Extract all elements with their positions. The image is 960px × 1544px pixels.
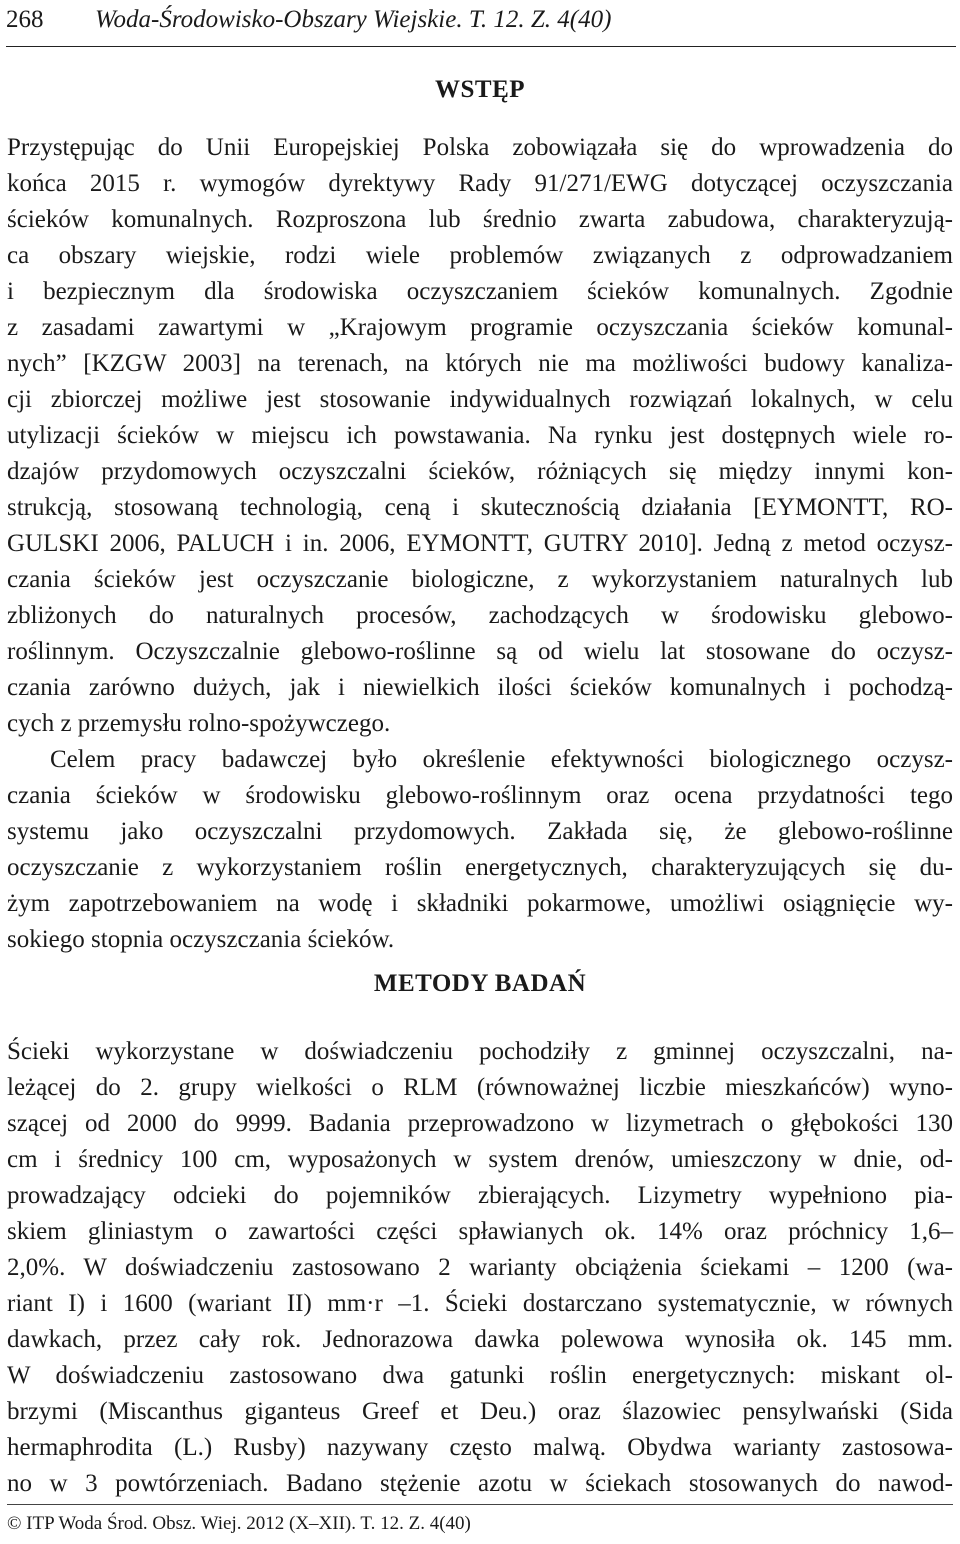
text-line: ca obszary wiejskie, rodzi wiele problemów związanych z odprowadzaniem — [7, 242, 953, 269]
text-line: zbliżonych do naturalnych procesów, zachodzących w środowisku glebowo- — [7, 602, 953, 629]
journal-running-title: Woda-Środowisko-Obszary Wiejskie. T. 12. Z. 4(40) — [95, 6, 612, 33]
section-heading-metody-badan: METODY BADAŃ — [373, 970, 587, 997]
text-line: no w 3 powtórzeniach. Badano stężenie azotu w ściekach stosowanych do nawod- — [7, 1470, 953, 1497]
text-line: Przystępując do Unii Europejskiej Polska zobowiązała się do wprowadzenia do — [7, 134, 953, 161]
text-line: roślinnym. Oczyszczalnie glebowo-roślinne są od wielu lat stosowane do oczysz- — [7, 638, 953, 665]
text-line: skiem gliniastym o zawartości części spławianych ok. 14% oraz próchnicy 1,6– — [7, 1218, 953, 1245]
copyright-notice: © ITP Woda Środ. Obsz. Wiej. 2012 (X–XII). T. 12. Z. 4(40) — [7, 1513, 471, 1534]
text-line: Celem pracy badawczej było określenie efektywności biologicznego oczysz- — [50, 746, 953, 773]
text-line: dzajów przydomowych oczyszczalni ścieków, różniących się między innymi kon- — [7, 458, 953, 485]
text-line: GULSKI 2006, PALUCH i in. 2006, EYMONTT, GUTRY 2010]. Jedną z metod oczysz- — [7, 530, 953, 557]
text-line: oczyszczanie z wykorzystaniem roślin energetycznych, charakteryzujących się du- — [7, 854, 953, 881]
text-line: ścieków komunalnych. Rozproszona lub średnio zwarta zabudowa, charakteryzują- — [7, 206, 953, 233]
page-number: 268 — [6, 6, 44, 33]
text-line: W doświadczeniu zastosowano dwa gatunki roślin energetycznych: miskant ol- — [7, 1362, 953, 1389]
text-line: hermaphrodita (L.) Rusby) nazywany często malwą. Obydwa warianty zastosowa- — [7, 1434, 953, 1461]
text-line: strukcją, stosowaną technologią, ceną i skutecznością działania [EYMONTT, RO- — [7, 494, 953, 521]
text-line: riant I) i 1600 (wariant II) mm·r –1. Ścieki dostarczano systematycznie, w równych — [7, 1290, 953, 1317]
text-line: czania zarówno dużych, jak i niewielkich ilości ścieków komunalnych i pochodzą- — [7, 674, 953, 701]
text-line: z zasadami zawartymi w „Krajowym programie oczyszczania ścieków komunal- — [7, 314, 953, 341]
text-line: żym zapotrzebowaniem na wodę i składniki pokarmowe, umożliwi osiągnięcie wy- — [7, 890, 953, 917]
text-line: i bezpiecznym dla środowiska oczyszczaniem ścieków komunalnych. Zgodnie — [7, 278, 953, 305]
section-heading-wstep: WSTĘP — [434, 76, 526, 103]
page-footer — [7, 1504, 953, 1534]
text-line: utylizacji ścieków w miejscu ich powstawania. Na rynku jest dostępnych wiele ro- — [7, 422, 953, 449]
text-line: Ścieki wykorzystane w doświadczeniu pochodziły z gminnej oczyszczalni, na- — [7, 1038, 953, 1065]
text-line: systemu jako oczyszczalni przydomowych. Zakłada się, że glebowo-roślinne — [7, 818, 953, 845]
text-line: końca 2015 r. wymogów dyrektywy Rady 91/271/EWG dotyczącej oczyszczania — [7, 170, 953, 197]
text-line: brzymi (Miscanthus giganteus Greef et Deu.) oraz ślazowiec pensylwański (Sida — [7, 1398, 953, 1425]
text-line: prowadzający odcieki do pojemników zbierających. Lizymetry wypełniono pia- — [7, 1182, 953, 1209]
text-line: 2,0%. W doświadczeniu zastosowano 2 warianty obciążenia ściekami – 1200 (wa- — [7, 1254, 953, 1281]
text-line: czania ścieków w środowisku glebowo-roślinnym oraz ocena przydatności tego — [7, 782, 953, 809]
text-line: czania ścieków jest oczyszczanie biologiczne, z wykorzystaniem naturalnych lub — [7, 566, 953, 593]
text-line: cm i średnicy 100 cm, wyposażonych w system drenów, umieszczony w dnie, od- — [7, 1146, 953, 1173]
text-line: nych” [KZGW 2003] na terenach, na których nie ma możliwości budowy kanaliza- — [7, 350, 953, 377]
text-line: dawkach, przez cały rok. Jednorazowa dawka polewowa wynosiła ok. 145 mm. — [7, 1326, 953, 1353]
text-line: szącej od 2000 do 9999. Badania przeprowadzono w lizymetrach o głębokości 130 — [7, 1110, 953, 1137]
text-line: cych z przemysłu rolno-spożywczego. — [7, 710, 391, 737]
text-line: cji zbiorczej możliwe jest stosowanie indywidualnych rozwiązań lokalnych, w celu — [7, 386, 953, 413]
text-line: leżącej do 2. grupy wielkości o RLM (równoważnej liczbie mieszkańców) wyno- — [7, 1074, 953, 1101]
running-header — [6, 4, 956, 47]
text-line: sokiego stopnia oczyszczania ścieków. — [7, 926, 395, 953]
